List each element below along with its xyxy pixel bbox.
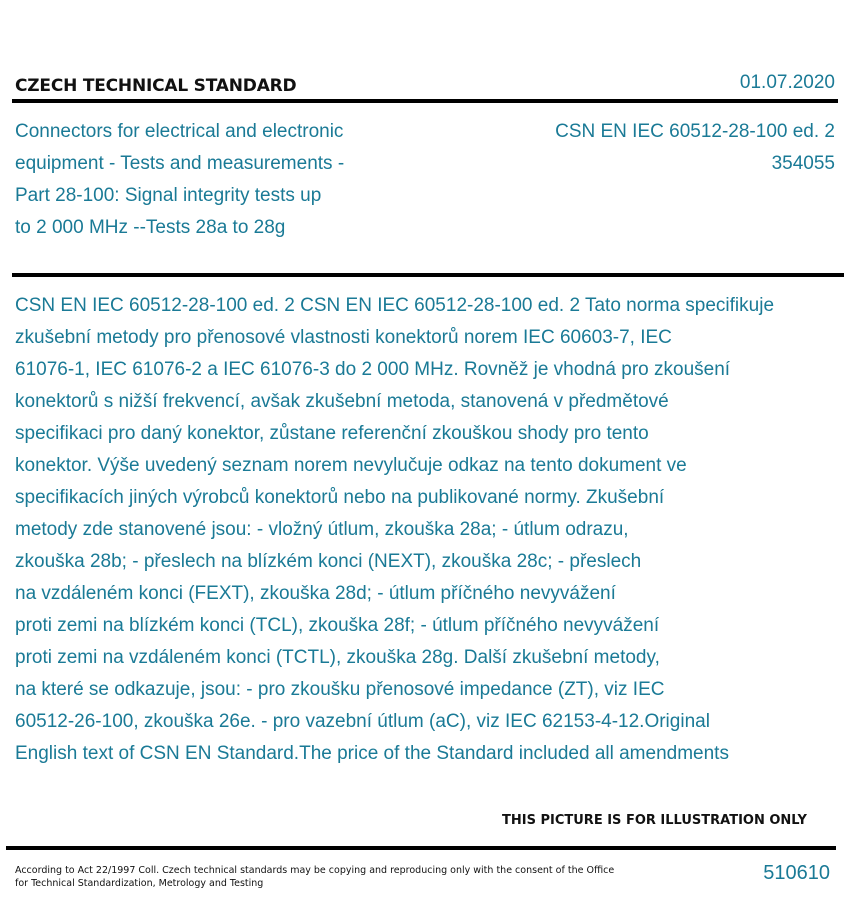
classification-number: 354055 <box>771 153 835 174</box>
standard-title <box>15 116 415 244</box>
standard-title-line: equipment - Tests and measurements - <box>15 153 345 174</box>
description-line: 61076-1, IEC 61076-2 a IEC 61076-3 do 2 000 MHz. Rovněž je vhodná pro zkoušení <box>15 359 731 380</box>
description-line: metody zde stanovené jsou: - vložný útlum, zkouška 28a; - útlum odrazu, <box>15 519 629 540</box>
legal-notice-line: for Technical Standardization, Metrology and Testing <box>15 878 264 889</box>
standard-title-line: Connectors for electrical and electronic <box>15 121 344 142</box>
standard-identifiers <box>555 116 835 180</box>
description-line: zkouška 28b; - přeslech na blízkém konci (NEXT), zkouška 28c; - přeslech <box>15 551 642 572</box>
description-line: konektor. Výše uvedený seznam norem nevylučuje odkaz na tento dokument ve <box>15 455 687 476</box>
standard-description <box>15 290 774 770</box>
legal-notice-line: According to Act 22/1997 Coll. Czech technical standards may be copying and reproducing only with the consent of the Office <box>15 865 615 876</box>
title-divider <box>12 273 844 277</box>
standard-title-line: to 2 000 MHz --Tests 28a to 28g <box>15 217 286 238</box>
description-line: specifikacích jiných výrobců konektorů nebo na publikované normy. Zkušební <box>15 487 665 508</box>
description-line: 60512-26-100, zkouška 26e. - pro vazební útlum (aC), viz IEC 62153-4-12.Original <box>15 711 710 732</box>
description-line: specifikaci pro daný konektor, zůstane referenční zkouškou shody pro tento <box>15 423 649 444</box>
footer-divider <box>6 846 836 850</box>
description-line: konektorů s nižší frekvencí, avšak zkušební metoda, stanovená v předmětové <box>15 391 669 412</box>
document-type-heading: CZECH TECHNICAL STANDARD <box>15 76 297 96</box>
legal-notice <box>15 864 614 890</box>
header-divider <box>12 99 838 103</box>
standard-title-line: Part 28-100: Signal integrity tests up <box>15 185 322 206</box>
description-line: English text of CSN EN Standard.The price of the Standard included all amendments <box>15 743 729 764</box>
description-line: CSN EN IEC 60512-28-100 ed. 2 CSN EN IEC 60512-28-100 ed. 2 Tato norma specifikuje <box>15 295 775 316</box>
publication-date: 01.07.2020 <box>739 72 835 93</box>
standard-code: CSN EN IEC 60512-28-100 ed. 2 <box>555 121 835 142</box>
description-line: na vzdáleném konci (FEXT), zkouška 28d; - útlum příčného nevyvážení <box>15 583 616 604</box>
description-line: zkušební metody pro přenosové vlastnosti konektorů norem IEC 60603-7, IEC <box>15 327 672 348</box>
description-line: na které se odkazuje, jsou: - pro zkoušku přenosové impedance (ZT), viz IEC <box>15 679 665 700</box>
illustration-disclaimer: THIS PICTURE IS FOR ILLUSTRATION ONLY <box>502 813 807 828</box>
description-line: proti zemi na blízkém konci (TCL), zkouška 28f; - útlum příčného nevyvážení <box>15 615 660 636</box>
description-line: proti zemi na vzdáleném konci (TCTL), zkouška 28g. Další zkušební metody, <box>15 647 660 668</box>
catalog-number: 510610 <box>763 862 830 884</box>
